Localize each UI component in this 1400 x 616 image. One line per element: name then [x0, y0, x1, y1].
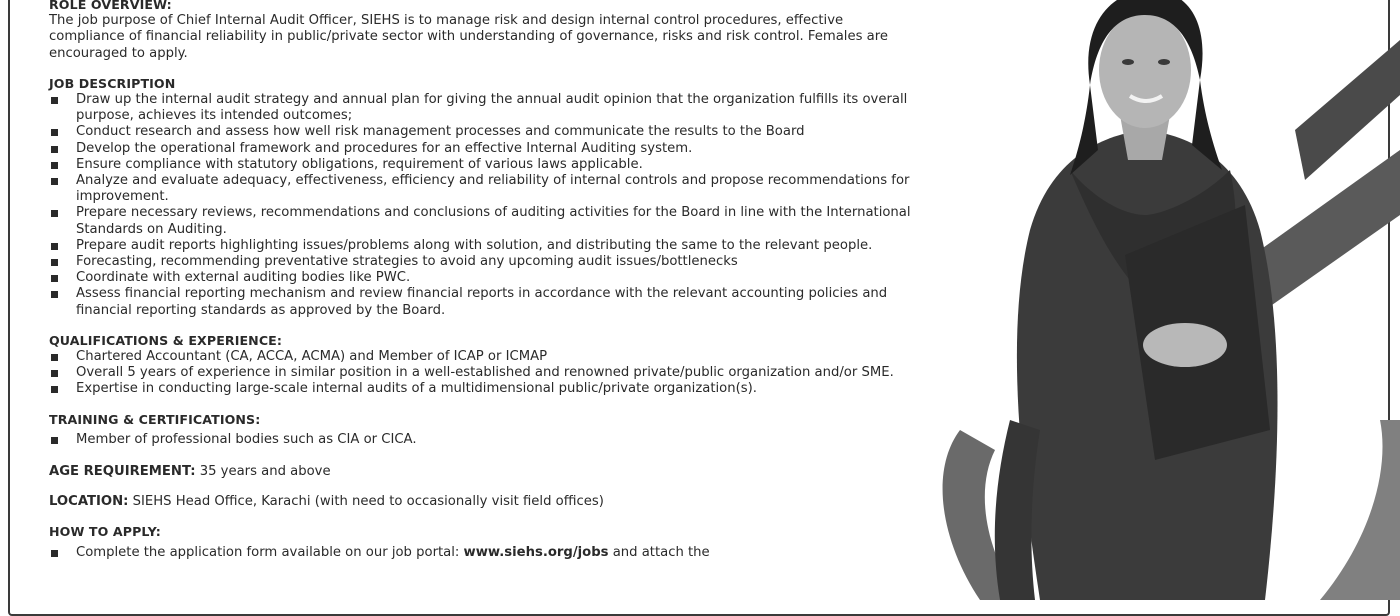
- job-description-heading: JOB DESCRIPTION: [49, 75, 176, 91]
- list-item: Member of professional bodies such as CIA or CICA.: [49, 432, 919, 448]
- list-item: Forecasting, recommending preventative strategies to avoid any upcoming audit issues/bottlenecks: [49, 254, 919, 270]
- apply-text-suffix: and attach the: [608, 544, 710, 560]
- apply-text-prefix: Complete the application form available on our job portal:: [76, 544, 464, 560]
- age-value: 35 years and above: [199, 464, 331, 480]
- training-heading: TRAINING & CERTIFICATIONS:: [49, 411, 261, 427]
- role-overview-text: The job purpose of Chief Internal Audit Officer, SIEHS is to manage risk and design internal control procedures, effective compliance of financial reliability in public/private sector with understanding of governance, risks and risk control. Females are encouraged to apply.: [49, 13, 888, 61]
- list-item: [49, 545, 919, 561]
- list-item: Chartered Accountant (CA, ACCA, ACMA) and Member of ICAP or ICMAP: [49, 349, 919, 365]
- how-to-apply-heading: HOW TO APPLY:: [49, 524, 161, 540]
- location-value: SIEHS Head Office, Karachi (with need to occasionally visit field offices): [132, 494, 604, 510]
- job-ad-content: [49, 0, 919, 561]
- role-overview-heading: ROLE OVERVIEW:: [49, 0, 172, 12]
- list-item: Ensure compliance with statutory obligations, requirement of various laws applicable.: [49, 157, 919, 173]
- job-portal-link[interactable]: www.siehs.org/jobs: [463, 544, 609, 560]
- list-item: Analyze and evaluate adequacy, effectiveness, efficiency and reliability of internal controls and propose recommendations for improvement.: [49, 173, 919, 205]
- how-to-apply-list: [49, 545, 919, 561]
- list-item: Prepare audit reports highlighting issues/problems along with solution, and distributing the same to the relevant people.: [49, 238, 919, 254]
- qualifications-list: [49, 349, 919, 398]
- list-item: Coordinate with external auditing bodies like PWC.: [49, 270, 919, 286]
- list-item: Overall 5 years of experience in similar position in a well-established and renowned private/public organization and/or SME.: [49, 365, 919, 381]
- woman-photo: [900, 0, 1400, 600]
- location: [49, 494, 919, 510]
- list-item: Draw up the internal audit strategy and annual plan for giving the annual audit opinion that the organization fulfills its overall purpose, achieves its intended outcomes;: [49, 92, 919, 124]
- training-list: [49, 432, 919, 448]
- age-label: AGE REQUIREMENT:: [49, 464, 196, 480]
- list-item: Expertise in conducting large-scale internal audits of a multidimensional public/private organization(s).: [49, 381, 919, 397]
- list-item: Assess financial reporting mechanism and review financial reports in accordance with the relevant accounting policies and financial reporting standards as approved by the Board.: [49, 286, 919, 318]
- job-description-list: [49, 92, 919, 319]
- list-item: Conduct research and assess how well risk management processes and communicate the results to the Board: [49, 124, 919, 140]
- age-requirement: [49, 464, 919, 480]
- list-item: Prepare necessary reviews, recommendations and conclusions of auditing activities for the Board in line with the International Standards on Auditing.: [49, 205, 919, 237]
- qualifications-heading: QUALIFICATIONS & EXPERIENCE:: [49, 332, 282, 348]
- list-item: Develop the operational framework and procedures for an effective Internal Auditing system.: [49, 141, 919, 157]
- location-label: LOCATION:: [49, 494, 129, 510]
